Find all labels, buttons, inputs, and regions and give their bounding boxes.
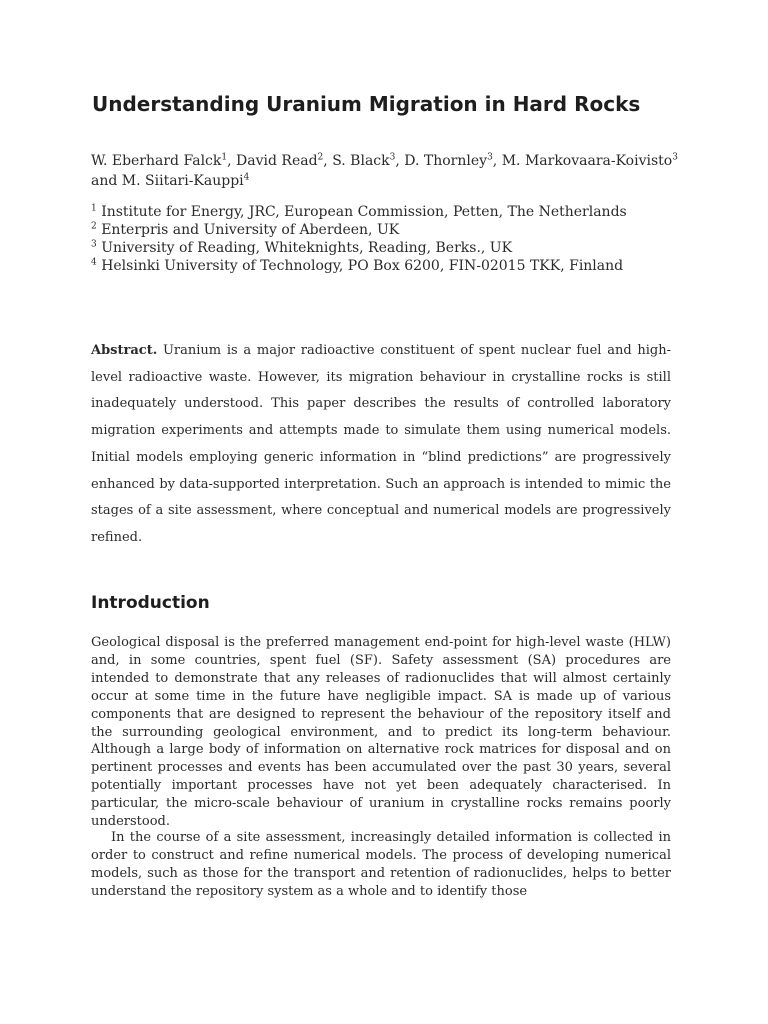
author-list	[91, 151, 681, 191]
author-affiliation-mark: 4	[243, 172, 250, 183]
section-heading-introduction: Introduction	[91, 593, 210, 613]
affiliation	[91, 257, 681, 275]
author-name: David Read	[236, 153, 318, 169]
affiliation	[91, 221, 681, 239]
abstract	[91, 338, 671, 552]
author-name: M. Markovaara-Koivisto	[501, 153, 673, 169]
affiliation-mark: 1	[91, 203, 97, 214]
author-separator: ,	[492, 153, 502, 169]
author-separator: ,	[227, 153, 237, 169]
abstract-text: Uranium is a major radioactive constituent of spent nuclear fuel and high-level radioactive waste. However, its migration behaviour in crystalline rocks is still inadequately understood. This paper describes the results of controlled laboratory migration experiments and attempts made to simulate them using numerical models. Initial models employing generic information in “blind predictions” are progressively enhanced by data-supported interpretation. Such an approach is intended to mimic the stages of a site assessment, where conceptual and numerical models are progressively refined.	[91, 343, 671, 545]
author-separator: ,	[323, 153, 333, 169]
author-name: S. Black	[332, 153, 390, 169]
body-paragraph: Geological disposal is the preferred management end-point for high-level waste (HLW) and, in some countries, spent fuel (SF). Safety assessment (SA) procedures are intended to demonstrate that any releases of radionuclides that will almost certainly occur at some time in the future have negligible impact. SA is made up of various components that are designed to represent the behaviour of the repository itself and the surrounding geological environment, and to predict its long-term behaviour. Although a large body of information on alternative rock matrices for disposal and on pertinent processes and events has been accumulated over the past 30 years, several potentially important processes have not yet been adequately characterised. In particular, the micro-scale behaviour of uranium in crystalline rocks remains poorly understood.	[91, 635, 671, 830]
affiliation-mark: 2	[91, 221, 97, 232]
author-affiliation-mark: 3	[487, 152, 493, 163]
author-name: W. Eberhard Falck	[91, 153, 222, 169]
affiliation-list	[91, 203, 681, 275]
author-separator: and	[91, 173, 122, 189]
affiliation-text: University of Reading, Whiteknights, Reading, Berks., UK	[101, 240, 513, 256]
affiliation-mark: 3	[91, 239, 97, 250]
abstract-label: Abstract.	[91, 343, 158, 358]
affiliation-text: Helsinki University of Technology, PO Box 6200, FIN-02015 TKK, Finland	[101, 258, 624, 274]
author-separator: ,	[395, 153, 405, 169]
author-name: D. Thornley	[404, 153, 488, 169]
paper-title: Understanding Uranium Migration in Hard Rocks	[92, 92, 641, 116]
body-paragraph: In the course of a site assessment, increasingly detailed information is collected in order to construct and refine numerical models. The process of developing numerical models, such as those for the transport and retention of radionuclides, helps to better understand the repository system as a whole and to identify those	[91, 830, 671, 899]
affiliation	[91, 239, 681, 257]
author-affiliation-mark: 3	[672, 152, 678, 163]
author-affiliation-mark: 1	[221, 152, 228, 163]
affiliation-text: Institute for Energy, JRC, European Commission, Petten, The Netherlands	[101, 204, 627, 220]
affiliation-mark: 4	[91, 257, 97, 268]
affiliation-text: Enterpris and University of Aberdeen, UK	[101, 222, 400, 238]
author-affiliation-mark: 2	[317, 152, 324, 163]
author-name: M. Siitari-Kauppi	[121, 173, 244, 189]
affiliation	[91, 203, 681, 221]
author-affiliation-mark: 3	[389, 152, 396, 163]
